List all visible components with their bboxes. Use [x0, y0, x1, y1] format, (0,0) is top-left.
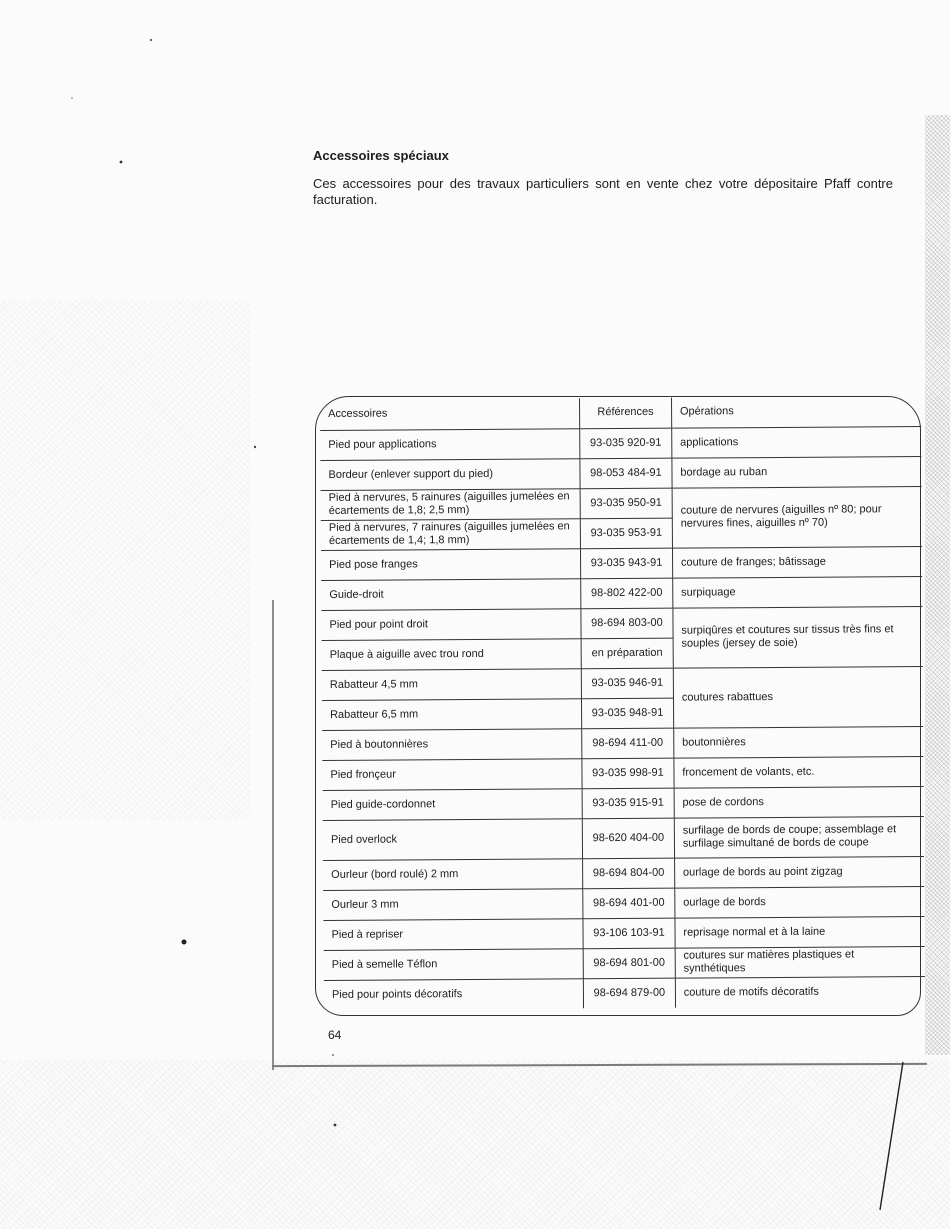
table-row [323, 816, 924, 860]
cell-op: bordage au ruban [672, 456, 922, 488]
cell-ref: 98-694 801-00 [583, 948, 675, 979]
table-row [323, 886, 924, 920]
table-row [323, 856, 924, 890]
table-row [324, 976, 925, 1010]
section-intro [313, 160, 893, 208]
cell-item: Pied pour applications [320, 428, 580, 460]
cell-op: surfilage de bords de coupe; assemblage et surfilage simultané de bords de coupe [674, 816, 924, 858]
cell-item: Pied à repriser [323, 918, 583, 950]
table-row [322, 756, 923, 790]
cell-ref: 98-694 879-00 [583, 978, 675, 1009]
cell-ref: 93-035 943-91 [581, 548, 673, 579]
header-operations: Opérations [671, 396, 921, 428]
cell-op: coutures rabattues [673, 666, 923, 728]
table-row [323, 786, 924, 820]
table-row [322, 666, 923, 700]
section-title: Accessoires spéciaux [313, 148, 449, 163]
section-intro-text: Ces accessoires pour des travaux particuliers sont en vente chez votre dépositaire Pfaff contre facturation. [313, 176, 893, 207]
cell-item: Pied à nervures, 5 rainures (aiguilles jumelées en écartements de 1,8; 2,5 mm) [321, 488, 581, 520]
cell-item: Pied pour points décoratifs [324, 978, 584, 1010]
cell-ref: 93-106 103-91 [583, 918, 675, 949]
cell-ref: 93-035 953-91 [580, 518, 672, 549]
cell-ref: 93-035 998-91 [582, 758, 674, 789]
cell-ref: 98-802 422-00 [581, 578, 673, 609]
cell-item: Plaque à aiguille avec trou rond [322, 638, 582, 670]
cell-op: couture de franges; bâtissage [672, 546, 922, 578]
cell-ref: 93-035 920-91 [580, 428, 672, 459]
cell-item: Rabatteur 4,5 mm [322, 668, 582, 700]
cell-op: boutonnières [674, 726, 924, 758]
table-row [321, 576, 922, 610]
table-row [321, 606, 922, 640]
cell-item: Ourleur 3 mm [323, 888, 583, 920]
table-row [322, 726, 923, 760]
cell-ref: 98-694 411-00 [582, 728, 674, 759]
cell-op: surpiqûres et coutures sur tissus très fins et souples (jersey de soie) [673, 606, 923, 668]
cell-op: froncement de volants, etc. [674, 756, 924, 788]
cell-ref: 93-035 948-91 [582, 698, 674, 729]
cell-item: Pied à boutonnières [322, 728, 582, 760]
cell-ref: 93-035 915-91 [582, 788, 674, 819]
cell-item: Ourleur (bord roulé) 2 mm [323, 858, 583, 890]
cell-item: Pied pour point droit [321, 608, 581, 640]
header-accessoires: Accessoires [320, 398, 580, 430]
cell-ref: 93-035 950-91 [580, 488, 672, 519]
cell-op: couture de nervures (aiguilles nº 80; pour nervures fines, aiguilles nº 70) [672, 486, 922, 548]
cell-ref: 98-694 804-00 [583, 858, 675, 889]
table-row [323, 916, 924, 950]
cell-op: pose de cordons [674, 786, 924, 818]
cell-op: surpiquage [673, 576, 923, 608]
accessories-table [320, 396, 925, 1010]
cell-op: couture de motifs décoratifs [675, 976, 925, 1008]
table-header-row [320, 396, 921, 430]
cell-ref: 98-694 401-00 [583, 888, 675, 919]
table-row [321, 486, 922, 520]
table-row [320, 456, 921, 490]
cell-ref: 98-053 484-91 [580, 458, 672, 489]
table-row [321, 546, 922, 580]
cell-item: Pied à semelle Téflon [324, 948, 584, 980]
cell-item: Guide-droit [321, 578, 581, 610]
cell-item: Pied pose franges [321, 548, 581, 580]
cell-ref: en préparation [581, 638, 673, 669]
cell-item: Pied fronçeur [322, 758, 582, 790]
cell-op: coutures sur matières plastiques et synthétiques [675, 946, 925, 978]
page-number: 64 [328, 1028, 342, 1042]
header-references: Références [580, 398, 672, 429]
cell-ref: 98-694 803-00 [581, 608, 673, 639]
cell-item: Pied guide-cordonnet [323, 788, 583, 820]
cell-op: applications [672, 426, 922, 458]
cell-op: ourlage de bords au point zigzag [674, 856, 924, 888]
cell-ref: 98-620 404-00 [582, 818, 674, 859]
cell-item: Bordeur (enlever support du pied) [320, 458, 580, 490]
cell-ref: 93-035 946-91 [581, 668, 673, 699]
cell-op: reprisage normal et à la laine [675, 916, 925, 948]
table-row [320, 426, 921, 460]
cell-op: ourlage de bords [675, 886, 925, 918]
cell-item: Pied overlock [323, 818, 583, 860]
table-row [324, 946, 925, 980]
cell-item: Pied à nervures, 7 rainures (aiguilles jumelées en écartements de 1,4; 1,8 mm) [321, 518, 581, 550]
cell-item: Rabatteur 6,5 mm [322, 698, 582, 730]
